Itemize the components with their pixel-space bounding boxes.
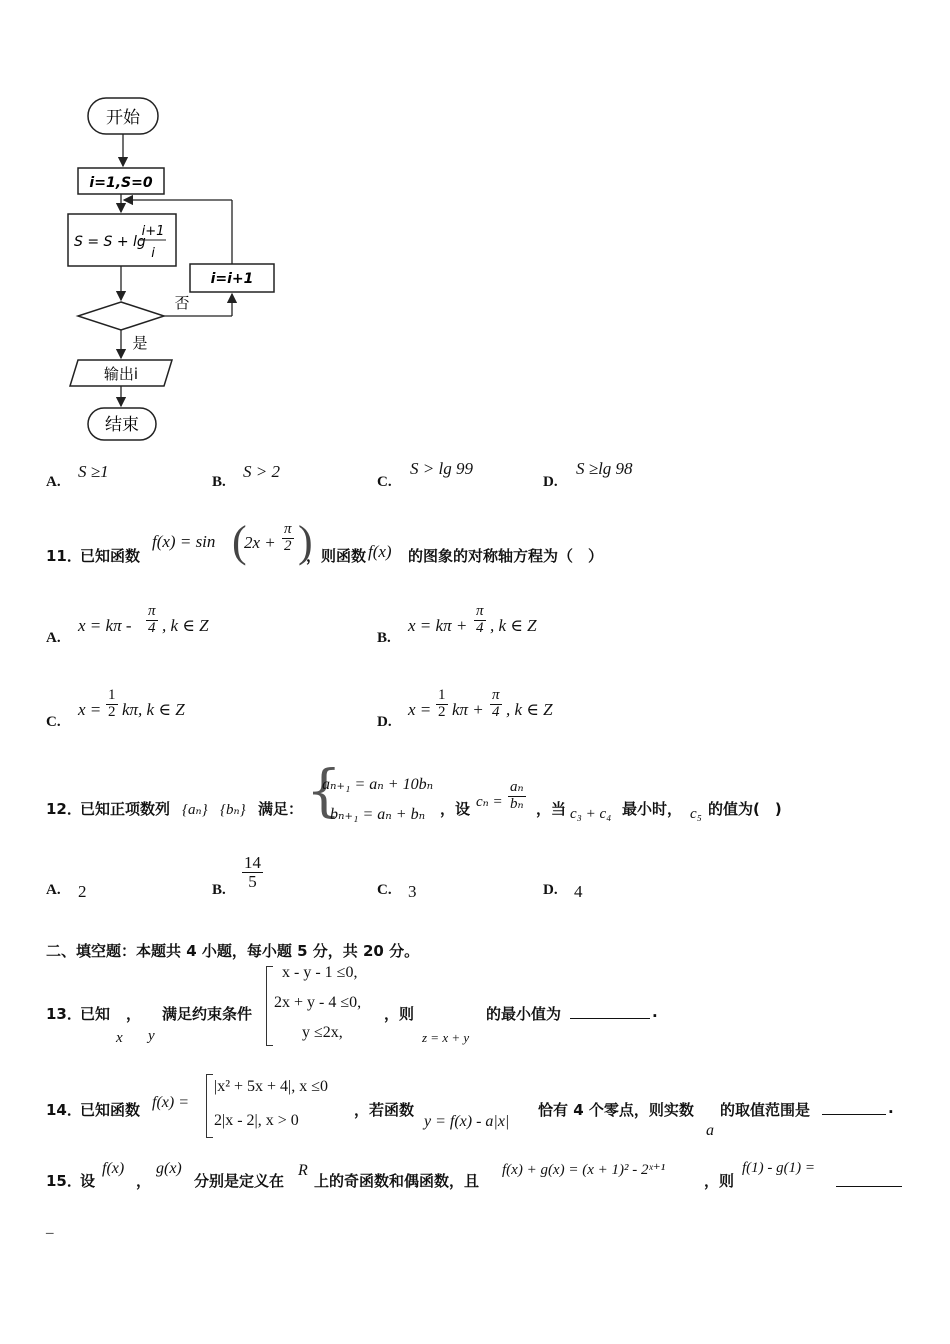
flow-no-label: 否 [174,294,190,312]
brace [266,966,273,1046]
question-text: 已知函数 [80,1101,141,1119]
flow-end-label: 结束 [105,415,139,435]
math-sum: c₃ + c₄ [570,806,612,822]
option-letter: C. [46,714,61,730]
question-text: ，若函数 [354,1101,415,1119]
question-number: 15． [46,1172,82,1190]
question-text: ，则 [704,1172,735,1190]
option-letter: B. [377,630,391,646]
math-var: R [298,1162,308,1179]
option-expr: x = [78,700,102,719]
question-text: ，当 [536,800,567,818]
question-text: . [652,1003,658,1021]
math-eq: f(1) - g(1) = [742,1160,816,1176]
math-func: f(x) [368,542,392,561]
math-var: y [148,1028,155,1044]
option-expr: x = kπ - [78,616,132,635]
math-func: g(x) [156,1160,182,1177]
question-text: 的最小值为 [486,1005,562,1023]
math-eq: f(x) + g(x) = (x + 1)² - 2ˣ⁺¹ [502,1162,666,1178]
math-c-def: cₙ = [476,794,503,810]
math-fraction: $\frac{1}{2}$ [108,687,116,720]
question-text: 已知 [80,1005,111,1023]
option-letter: A. [46,474,61,490]
math-constraint: y ≤2x, [302,1024,343,1041]
option-text: 2 [78,882,87,901]
question-text: 恰有 4 个零点，则实数 [538,1101,694,1119]
option-expr: , k ∈ Z [162,616,209,635]
brace [206,1074,213,1138]
option-expr: kπ + [452,700,484,719]
trailing-mark: _ [46,1220,54,1236]
math-c5: c₅ [690,806,702,822]
question-text: 的值为( ) [708,800,782,818]
question-number: 14． [46,1101,82,1119]
question-text: 已知正项数列 [80,800,171,818]
answer-blank [570,1018,650,1019]
question-text: ，设 [440,800,471,818]
flow-start-label: 开始 [106,108,140,128]
math-arg: 2x + [244,533,276,552]
question-text: 满足约束条件 [162,1005,253,1023]
math-piece: |x² + 5x + 4|, x ≤0 [214,1078,329,1095]
math-fraction: $\frac{\pi}{4}$ [492,687,500,720]
option-letter: D. [377,714,392,730]
math-seq: {bₙ} [220,802,246,818]
question-text: ， [136,1172,152,1190]
question-text: 已知函数 [80,547,141,565]
math-fraction: $\frac{\text{aₙ}}{\text{bₙ}}$ [510,779,524,812]
flow-update-label: S = S + lg [74,234,146,250]
question-text: 的图象的对称轴方程为（ ） [408,547,604,565]
option-expr: kπ, k ∈ Z [122,700,185,719]
math-func: f(x) = sin [152,532,216,551]
question-text: ，则 [384,1005,415,1023]
question-text: ， [126,1005,142,1023]
math-fraction: $\frac{1}{2}$ [438,687,446,720]
math-eq: bₙ₊₁ = aₙ + bₙ [330,806,426,823]
flow-init-label: i=1,S=0 [89,175,153,191]
flow-update-den: i [151,246,155,261]
flow-increment-label: i=i+1 [210,271,254,287]
option-expr: , k ∈ Z [490,616,537,635]
option-text: 3 [408,882,417,901]
flow-update-num: i+1 [141,224,165,239]
math-seq: {aₙ} [182,802,208,818]
option-letter: C. [377,474,392,490]
math-fraction: $\frac{\pi}{2}$ [284,521,292,554]
question-text: 上的奇函数和偶函数，且 [314,1172,480,1190]
question-number: 13． [46,1005,82,1023]
question-text: 设 [80,1172,96,1190]
math-constraint: x - y - 1 ≤0, [282,964,358,981]
flow-output-label: 输出i [103,365,139,383]
math-objective: z = x + y [422,1030,470,1045]
section-heading: 二、填空题：本题共 4 小题，每小题 5 分，共 20 分。 [46,942,420,960]
option-letter: D. [543,474,558,490]
option-letter: C. [377,882,392,898]
question-number: 11． [46,547,82,565]
math-fraction: $\frac{\pi}{4}$ [148,603,156,636]
question-text: 满足： [258,800,304,818]
flow-decision-node [78,302,164,330]
option-letter: A. [46,630,61,646]
option-letter: B. [212,882,226,898]
option-text: 4 [574,882,583,901]
question-text: 分别是定义在 [194,1172,285,1190]
math-eq: aₙ₊₁ = aₙ + 10bₙ [322,776,434,793]
flow-yes-label: 是 [132,334,148,352]
option-text: S ≥lg 98 [576,459,633,478]
math-fraction: $\frac{14}{5}$ [244,853,261,891]
question-text: 的取值范围是 [720,1101,811,1119]
math-func: f(x) = [152,1094,189,1111]
question-text: 最小时， [622,800,683,818]
math-constraint: 2x + y - 4 ≤0, [274,994,362,1011]
math-var: a [706,1122,714,1139]
answer-blank [836,1186,902,1187]
option-text: S > 2 [243,462,280,481]
math-func: f(x) [102,1160,125,1177]
math-piece: 2|x - 2|, x > 0 [214,1112,299,1129]
question-number: 12． [46,800,82,818]
option-expr: x = kπ + [408,616,468,635]
option-expr: x = [408,700,432,719]
flowchart [60,92,290,444]
option-text: S > lg 99 [410,459,473,478]
answer-blank [822,1114,886,1115]
option-letter: D. [543,882,558,898]
option-letter: B. [212,474,226,490]
question-text: ，则函数 [306,547,367,565]
option-expr: , k ∈ Z [506,700,553,719]
math-var: x [116,1030,123,1046]
option-letter: A. [46,882,61,898]
math-fraction: $\frac{\pi}{4}$ [476,603,484,636]
math-func: y = f(x) - a|x| [424,1113,510,1130]
option-text: S ≥1 [78,462,109,481]
question-text: . [888,1099,894,1117]
